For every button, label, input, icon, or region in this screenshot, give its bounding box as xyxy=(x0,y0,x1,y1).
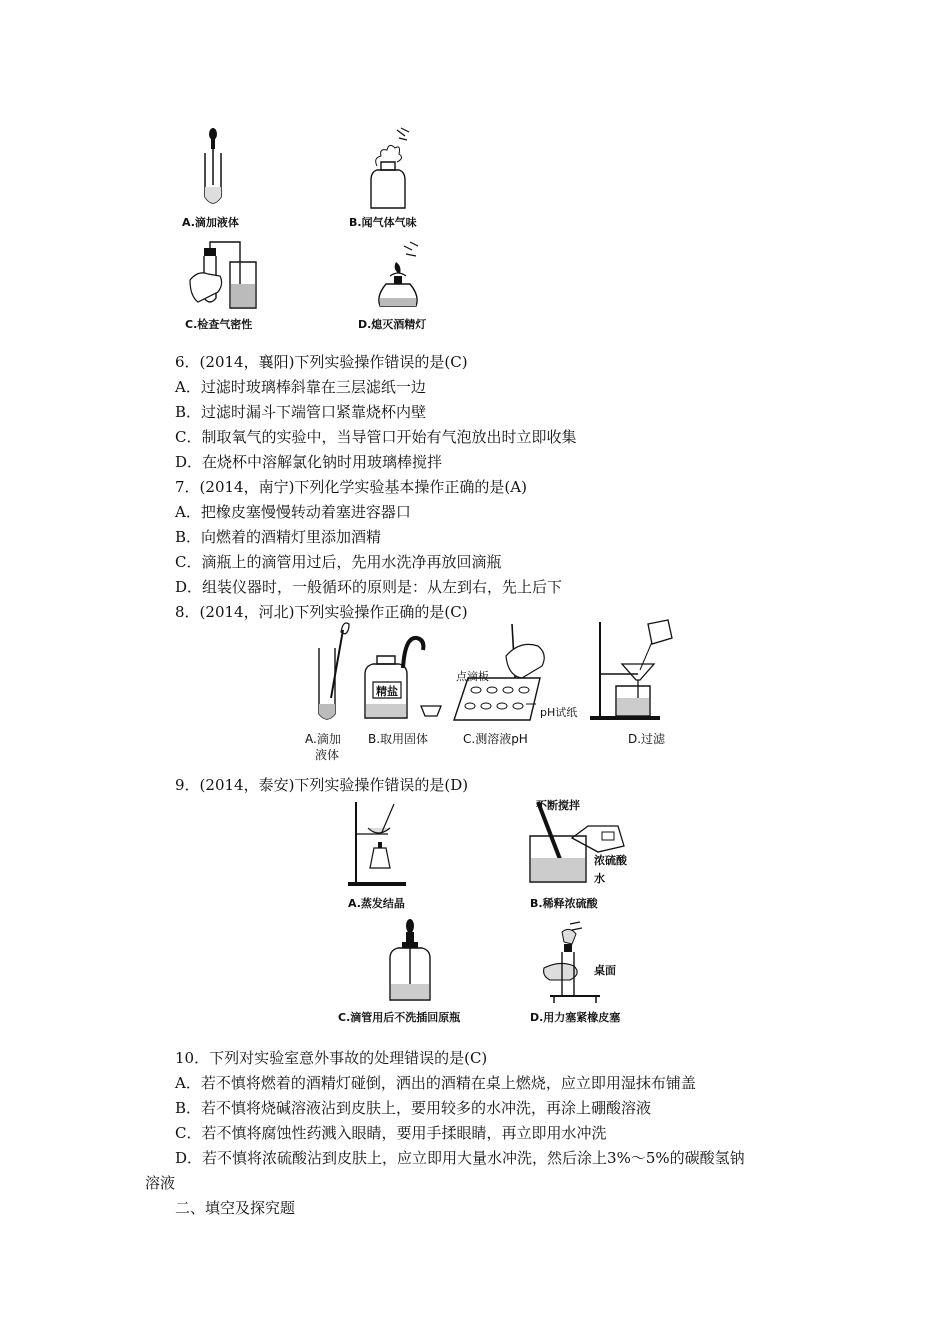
figure-label-desk: 桌面 xyxy=(594,964,616,977)
figure-caption-q5-d: D.熄灭酒精灯 xyxy=(358,318,427,331)
figure-caption-q8-a-line1: A.滴加 xyxy=(305,732,341,746)
question-10-option-a: A．若不慎将燃着的酒精灯碰倒，洒出的酒精在桌上燃烧，应立即用湿抹布铺盖 xyxy=(175,1074,696,1092)
question-6-option-b: B．过滤时漏斗下端管口紧靠烧杯内壁 xyxy=(175,403,427,421)
figure-caption-q5-c: C.检查气密性 xyxy=(185,318,253,331)
figure-label-conc-acid: 浓硫酸 xyxy=(594,854,627,867)
figure-caption-q9-c: C.滴管用后不洗插回原瓶 xyxy=(338,1011,461,1024)
question-8-stem: 8．(2014，河北)下列实验操作正确的是(C) xyxy=(175,603,468,621)
question-9-stem: 9．(2014，泰安)下列实验操作错误的是(D) xyxy=(175,776,469,794)
figure-label-stir: 不断搅拌 xyxy=(536,799,580,812)
figure-q8-filtering xyxy=(588,618,678,727)
figure-label-spot-plate: 点滴板 xyxy=(456,670,489,683)
question-7-stem: 7．(2014，南宁)下列化学实验基本操作正确的是(A) xyxy=(175,478,527,496)
figure-caption-q9-b: B.稀释浓硫酸 xyxy=(530,897,598,910)
figure-extinguish-lamp xyxy=(372,240,432,319)
question-7-option-c: C．滴瓶上的滴管用过后，先用水洗净再放回滴瓶 xyxy=(175,553,502,571)
question-6-option-d: D．在烧杯中溶解氯化钠时用玻璃棒搅拌 xyxy=(175,453,443,471)
figure-q8-dropping xyxy=(315,620,355,729)
figure-q9-dropper-bottle xyxy=(388,918,438,1007)
section-heading: 二、填空及探究题 xyxy=(175,1199,296,1217)
question-6-option-c: C．制取氧气的实验中，当导管口开始有气泡放出时立即收集 xyxy=(175,428,577,446)
figure-caption-q9-d: D.用力塞紧橡皮塞 xyxy=(530,1011,621,1024)
figure-caption-q5-a: A.滴加液体 xyxy=(182,216,239,229)
question-6-option-a: A．过滤时玻璃棒斜靠在三层滤纸一边 xyxy=(175,378,426,396)
figure-label-water: 水 xyxy=(594,872,605,885)
figure-dropping-liquid xyxy=(195,125,235,214)
question-7-option-a: A．把橡皮塞慢慢转动着塞进容器口 xyxy=(175,503,411,521)
figure-q8-taking-solid xyxy=(365,628,455,727)
figure-smelling-gas xyxy=(365,128,425,217)
figure-caption-q8-d: D.过滤 xyxy=(628,732,666,746)
question-6-stem: 6．(2014，襄阳)下列实验操作错误的是(C) xyxy=(175,353,468,371)
question-10-option-d: D．若不慎将浓硫酸沾到皮肤上，应立即用大量水冲洗，然后涂上3%～5%的碳酸氢钠 xyxy=(175,1149,745,1167)
figure-caption-q9-a: A.蒸发结晶 xyxy=(348,897,405,910)
figure-label-salt: 精盐 xyxy=(376,685,398,698)
figure-caption-q8-a-line2: 液体 xyxy=(315,748,340,762)
figure-caption-q5-b: B.闻气体气味 xyxy=(349,216,417,229)
question-10-option-b: B．若不慎将烧碱溶液沾到皮肤上，要用较多的水冲洗，再涂上硼酸溶液 xyxy=(175,1099,652,1117)
question-10-stem: 10．下列对实验室意外事故的处理错误的是(C) xyxy=(175,1049,488,1067)
figure-q9-evaporation xyxy=(348,798,408,892)
question-7-option-b: B．向燃着的酒精灯里添加酒精 xyxy=(175,528,382,546)
question-10-option-c: C．若不慎将腐蚀性药溅入眼睛，要用手揉眼睛，再立即用水冲洗 xyxy=(175,1124,607,1142)
figure-caption-q8-b: B.取用固体 xyxy=(368,732,429,746)
figure-air-tightness xyxy=(190,240,270,324)
question-7-option-d: D．组装仪器时，一般循环的原则是：从左到右，先上后下 xyxy=(175,578,563,596)
figure-label-ph-paper: pH试纸 xyxy=(540,706,578,719)
figure-caption-q8-c: C.测溶液pH xyxy=(463,732,528,746)
question-10-option-d-continuation: 溶液 xyxy=(145,1174,176,1192)
